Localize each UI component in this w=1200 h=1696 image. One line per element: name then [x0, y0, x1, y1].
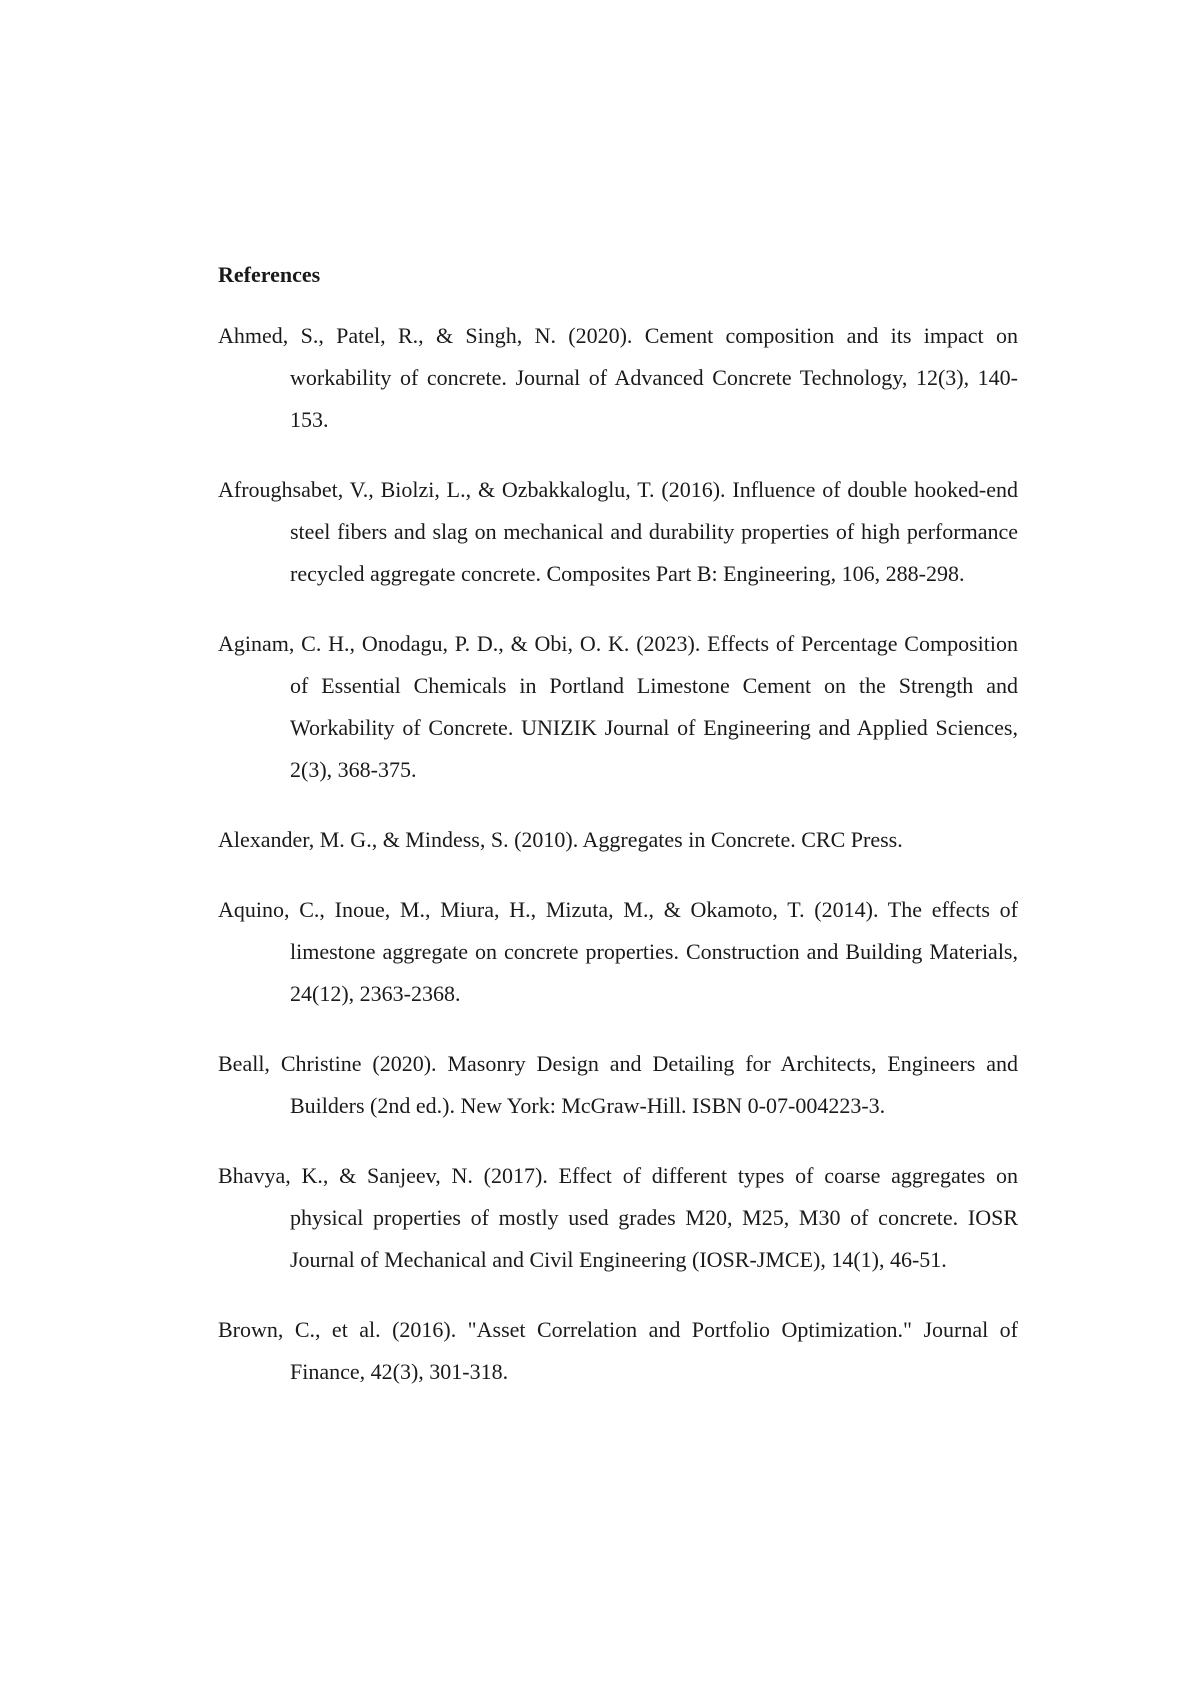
references-heading: References: [218, 262, 321, 287]
reference-item: Beall, Christine (2020). Masonry Design and Detailing for Architects, Engineers and Builders (2nd ed.). New York: McGraw-Hill. ISBN 0-07-004223-3.: [218, 1051, 1018, 1118]
reference-item: Alexander, M. G., & Mindess, S. (2010). Aggregates in Concrete. CRC Press.: [218, 827, 903, 852]
reference-item: Aginam, C. H., Onodagu, P. D., & Obi, O. K. (2023). Effects of Percentage Composition of Essential Chemicals in Portland Limestone Cement on the Strength and Workability of Concrete. UNIZIK Journal of Engineering and Applied Sciences, 2(3), 368-375.: [218, 631, 1018, 782]
reference-item: Ahmed, S., Patel, R., & Singh, N. (2020). Cement composition and its impact on workability of concrete. Journal of Advanced Concrete Technology, 12(3), 140-153.: [218, 323, 1018, 432]
reference-item: Bhavya, K., & Sanjeev, N. (2017). Effect of different types of coarse aggregates on physical properties of mostly used grades M20, M25, M30 of concrete. IOSR Journal of Mechanical and Civil Engineering (IOSR-JMCE), 14(1), 46-51.: [218, 1163, 1018, 1272]
reference-item: Aquino, C., Inoue, M., Miura, H., Mizuta, M., & Okamoto, T. (2014). The effects of limestone aggregate on concrete properties. Construction and Building Materials, 24(12), 2363-2368.: [218, 897, 1018, 1006]
reference-item: Afroughsabet, V., Biolzi, L., & Ozbakkaloglu, T. (2016). Influence of double hooked-end steel fibers and slag on mechanical and durability properties of high performance recycled aggregate concrete. Composites Part B: Engineering, 106, 288-298.: [218, 477, 1018, 586]
reference-item: Brown, C., et al. (2016). "Asset Correlation and Portfolio Optimization." Journal of Finance, 42(3), 301-318.: [218, 1317, 1018, 1384]
references-section: [218, 258, 1018, 1421]
reference-list: [218, 315, 1018, 1393]
